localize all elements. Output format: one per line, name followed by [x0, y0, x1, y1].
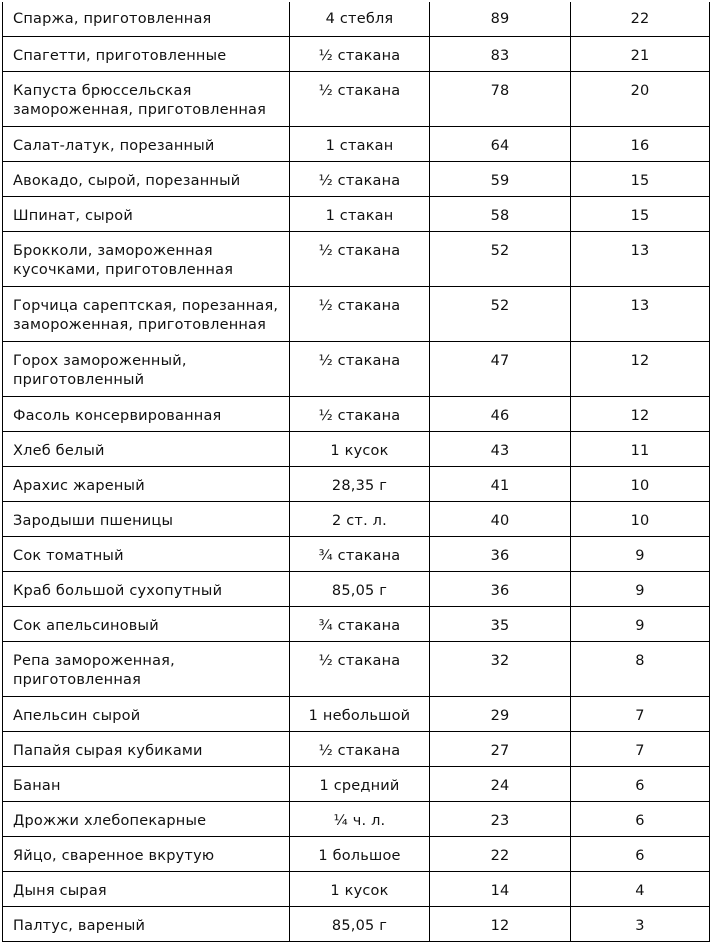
value-col3-cell-text: 35	[490, 618, 510, 634]
food-name-cell-text: Зародыши пшеницы	[13, 513, 174, 529]
food-name-cell	[3, 432, 290, 467]
table-row	[3, 642, 710, 697]
value-col4-cell	[571, 287, 710, 342]
table-row	[3, 127, 710, 162]
table-row	[3, 572, 710, 607]
food-name-cell	[3, 287, 290, 342]
value-col4-cell	[571, 467, 710, 502]
food-name-cell-text: Брокколи, замороженная кусочками, приготовленная	[13, 243, 234, 278]
portion-cell-text: ½ стакана	[318, 48, 401, 64]
value-col3-cell	[430, 572, 571, 607]
value-col4-cell-text: 22	[630, 11, 650, 27]
food-name-cell	[3, 162, 290, 197]
food-name-cell	[3, 2, 290, 37]
portion-cell-text: 1 кусок	[330, 883, 389, 899]
portion-cell	[290, 197, 430, 232]
food-name-cell-text: Дыня сырая	[13, 883, 107, 899]
value-col4-cell	[571, 162, 710, 197]
value-col3-cell	[430, 502, 571, 537]
value-col3-cell	[430, 232, 571, 287]
value-col3-cell	[430, 72, 571, 127]
portion-cell-text: ½ стакана	[318, 83, 401, 99]
value-col4-cell-text: 4	[635, 883, 645, 899]
value-col4-cell	[571, 642, 710, 697]
value-col4-cell	[571, 197, 710, 232]
food-name-cell	[3, 837, 290, 872]
value-col4-cell-text: 16	[630, 138, 650, 154]
value-col4-cell	[571, 907, 710, 942]
portion-cell	[290, 802, 430, 837]
portion-cell-text: 1 кусок	[330, 443, 389, 459]
portion-cell-text: 2 ст. л.	[332, 513, 387, 529]
table-row	[3, 342, 710, 397]
value-col4-cell-text: 10	[630, 513, 650, 529]
value-col3-cell-text: 40	[490, 513, 510, 529]
table-row	[3, 767, 710, 802]
portion-cell	[290, 837, 430, 872]
value-col3-cell-text: 52	[490, 298, 510, 314]
value-col4-cell	[571, 572, 710, 607]
value-col3-cell-text: 59	[490, 173, 510, 189]
table-row	[3, 802, 710, 837]
portion-cell-text: ½ стакана	[318, 173, 401, 189]
value-col4-cell	[571, 72, 710, 127]
value-col4-cell	[571, 2, 710, 37]
table-row	[3, 537, 710, 572]
food-name-cell-text: Сок томатный	[13, 548, 124, 564]
value-col4-cell	[571, 837, 710, 872]
food-name-cell	[3, 767, 290, 802]
portion-cell	[290, 342, 430, 397]
food-name-cell-text: Сок апельсиновый	[13, 618, 159, 634]
value-col3-cell-text: 23	[490, 813, 510, 829]
portion-cell	[290, 287, 430, 342]
food-name-cell	[3, 607, 290, 642]
portion-cell	[290, 907, 430, 942]
value-col3-cell	[430, 287, 571, 342]
value-col3-cell-text: 36	[490, 583, 510, 599]
food-name-cell	[3, 72, 290, 127]
food-name-cell	[3, 342, 290, 397]
table-row	[3, 467, 710, 502]
portion-cell	[290, 732, 430, 767]
value-col3-cell	[430, 537, 571, 572]
table-row	[3, 397, 710, 432]
value-col4-cell-text: 9	[635, 548, 645, 564]
food-name-cell	[3, 37, 290, 72]
food-name-cell	[3, 232, 290, 287]
value-col4-cell	[571, 732, 710, 767]
value-col4-cell-text: 13	[630, 243, 650, 259]
value-col3-cell-text: 78	[490, 83, 510, 99]
value-col3-cell	[430, 37, 571, 72]
value-col3-cell	[430, 642, 571, 697]
value-col3-cell	[430, 607, 571, 642]
food-name-cell-text: Фасоль консервированная	[13, 408, 222, 424]
value-col4-cell-text: 10	[630, 478, 650, 494]
food-name-cell-text: Авокадо, сырой, порезанный	[13, 173, 241, 189]
food-name-cell-text: Шпинат, сырой	[13, 208, 133, 224]
food-name-cell-text: Репа замороженная, приготовленная	[13, 653, 175, 688]
value-col4-cell-text: 12	[630, 408, 650, 424]
value-col3-cell-text: 36	[490, 548, 510, 564]
table-row	[3, 287, 710, 342]
portion-cell-text: ½ стакана	[318, 298, 401, 314]
value-col3-cell-text: 47	[490, 353, 510, 369]
portion-cell	[290, 502, 430, 537]
food-name-cell-text: Краб большой сухопутный	[13, 583, 223, 599]
food-name-cell	[3, 697, 290, 732]
value-col3-cell	[430, 732, 571, 767]
portion-cell-text: ½ стакана	[318, 653, 401, 669]
portion-cell	[290, 537, 430, 572]
portion-cell-text: 1 стакан	[325, 138, 394, 154]
portion-cell-text: 1 средний	[319, 778, 400, 794]
food-name-cell	[3, 502, 290, 537]
value-col3-cell-text: 43	[490, 443, 510, 459]
portion-cell-text: ½ стакана	[318, 353, 401, 369]
food-name-cell	[3, 467, 290, 502]
value-col4-cell-text: 11	[630, 443, 650, 459]
value-col4-cell	[571, 127, 710, 162]
food-name-cell-text: Капуста брюссельская замороженная, приготовленная	[13, 83, 267, 118]
portion-cell-text: ¾ стакана	[318, 618, 401, 634]
food-name-cell-text: Арахис жареный	[13, 478, 145, 494]
value-col3-cell-text: 46	[490, 408, 510, 424]
portion-cell-text: 1 стакан	[325, 208, 394, 224]
value-col4-cell	[571, 537, 710, 572]
food-name-cell-text: Банан	[13, 778, 61, 794]
portion-cell-text: ½ стакана	[318, 408, 401, 424]
portion-cell	[290, 572, 430, 607]
value-col4-cell-text: 9	[635, 583, 645, 599]
portion-cell-text: 85,05 г	[331, 583, 388, 599]
food-name-cell	[3, 872, 290, 907]
table-row	[3, 872, 710, 907]
food-name-cell	[3, 197, 290, 232]
table-row	[3, 732, 710, 767]
portion-cell	[290, 397, 430, 432]
value-col3-cell-text: 24	[490, 778, 510, 794]
portion-cell	[290, 2, 430, 37]
portion-cell	[290, 697, 430, 732]
table-row	[3, 37, 710, 72]
value-col3-cell	[430, 767, 571, 802]
value-col4-cell-text: 15	[630, 208, 650, 224]
value-col3-cell-text: 41	[490, 478, 510, 494]
food-name-cell-text: Хлеб белый	[13, 443, 105, 459]
portion-cell-text: 1 большое	[318, 848, 401, 864]
portion-cell-text: ¾ стакана	[318, 548, 401, 564]
table-row	[3, 907, 710, 942]
nutrition-table	[2, 2, 710, 942]
portion-cell	[290, 162, 430, 197]
food-name-cell	[3, 732, 290, 767]
value-col4-cell	[571, 502, 710, 537]
value-col3-cell	[430, 127, 571, 162]
value-col4-cell	[571, 872, 710, 907]
food-name-cell	[3, 397, 290, 432]
value-col4-cell-text: 3	[635, 918, 645, 934]
value-col3-cell-text: 64	[490, 138, 510, 154]
portion-cell-text: ½ стакана	[318, 243, 401, 259]
portion-cell	[290, 767, 430, 802]
value-col4-cell-text: 8	[635, 653, 645, 669]
value-col4-cell-text: 6	[635, 813, 645, 829]
portion-cell-text: 85,05 г	[331, 918, 388, 934]
value-col3-cell	[430, 872, 571, 907]
food-name-cell-text: Яйцо, сваренное вкрутую	[13, 848, 215, 864]
value-col4-cell-text: 13	[630, 298, 650, 314]
value-col4-cell	[571, 432, 710, 467]
value-col3-cell-text: 58	[490, 208, 510, 224]
value-col3-cell	[430, 837, 571, 872]
portion-cell	[290, 872, 430, 907]
portion-cell	[290, 37, 430, 72]
value-col4-cell	[571, 342, 710, 397]
food-name-cell	[3, 537, 290, 572]
value-col4-cell-text: 20	[630, 83, 650, 99]
value-col3-cell-text: 89	[490, 11, 510, 27]
table-row	[3, 197, 710, 232]
table-row	[3, 837, 710, 872]
value-col4-cell	[571, 697, 710, 732]
food-name-cell-text: Палтус, вареный	[13, 918, 146, 934]
portion-cell	[290, 467, 430, 502]
food-name-cell	[3, 907, 290, 942]
food-name-cell-text: Горчица сарептская, порезанная, замороженная, приготовленная	[13, 298, 279, 333]
value-col3-cell	[430, 697, 571, 732]
portion-cell-text: ½ стакана	[318, 743, 401, 759]
table-row	[3, 2, 710, 37]
value-col3-cell	[430, 342, 571, 397]
value-col3-cell-text: 14	[490, 883, 510, 899]
portion-cell	[290, 642, 430, 697]
value-col4-cell-text: 15	[630, 173, 650, 189]
value-col4-cell	[571, 37, 710, 72]
value-col4-cell	[571, 232, 710, 287]
value-col3-cell-text: 29	[490, 708, 510, 724]
value-col4-cell-text: 6	[635, 848, 645, 864]
portion-cell-text: 28,35 г	[331, 478, 388, 494]
value-col4-cell-text: 7	[635, 743, 645, 759]
food-name-cell	[3, 642, 290, 697]
value-col3-cell-text: 22	[490, 848, 510, 864]
food-name-cell	[3, 802, 290, 837]
food-name-cell	[3, 572, 290, 607]
value-col3-cell	[430, 397, 571, 432]
table-row	[3, 162, 710, 197]
value-col3-cell	[430, 432, 571, 467]
value-col3-cell-text: 32	[490, 653, 510, 669]
food-name-cell-text: Спаржа, приготовленная	[13, 11, 212, 27]
value-col4-cell	[571, 767, 710, 802]
portion-cell-text: 1 небольшой	[308, 708, 411, 724]
table-row	[3, 607, 710, 642]
value-col3-cell	[430, 162, 571, 197]
table-row	[3, 502, 710, 537]
food-name-cell-text: Дрожжи хлебопекарные	[13, 813, 207, 829]
table-row	[3, 232, 710, 287]
food-name-cell-text: Апельсин сырой	[13, 708, 141, 724]
table-row	[3, 432, 710, 467]
portion-cell	[290, 607, 430, 642]
value-col4-cell	[571, 397, 710, 432]
table-row	[3, 697, 710, 732]
value-col4-cell	[571, 802, 710, 837]
portion-cell	[290, 72, 430, 127]
value-col4-cell	[571, 607, 710, 642]
portion-cell	[290, 127, 430, 162]
portion-cell-text: 4 стебля	[325, 11, 394, 27]
value-col3-cell	[430, 197, 571, 232]
portion-cell-text: ¼ ч. л.	[333, 813, 386, 829]
value-col4-cell-text: 6	[635, 778, 645, 794]
value-col3-cell	[430, 467, 571, 502]
value-col3-cell	[430, 907, 571, 942]
food-name-cell-text: Горох замороженный, приготовленный	[13, 353, 187, 388]
value-col3-cell-text: 12	[490, 918, 510, 934]
value-col3-cell	[430, 802, 571, 837]
value-col4-cell-text: 21	[630, 48, 650, 64]
food-name-cell	[3, 127, 290, 162]
portion-cell	[290, 232, 430, 287]
value-col4-cell-text: 9	[635, 618, 645, 634]
value-col4-cell-text: 7	[635, 708, 645, 724]
value-col3-cell-text: 83	[490, 48, 510, 64]
value-col3-cell	[430, 2, 571, 37]
value-col3-cell-text: 52	[490, 243, 510, 259]
food-name-cell-text: Спагетти, приготовленные	[13, 48, 227, 64]
value-col4-cell-text: 12	[630, 353, 650, 369]
value-col3-cell-text: 27	[490, 743, 510, 759]
portion-cell	[290, 432, 430, 467]
food-name-cell-text: Папайя сырая кубиками	[13, 743, 203, 759]
table-row	[3, 72, 710, 127]
food-name-cell-text: Салат-латук, порезанный	[13, 138, 215, 154]
table-body	[3, 2, 710, 942]
